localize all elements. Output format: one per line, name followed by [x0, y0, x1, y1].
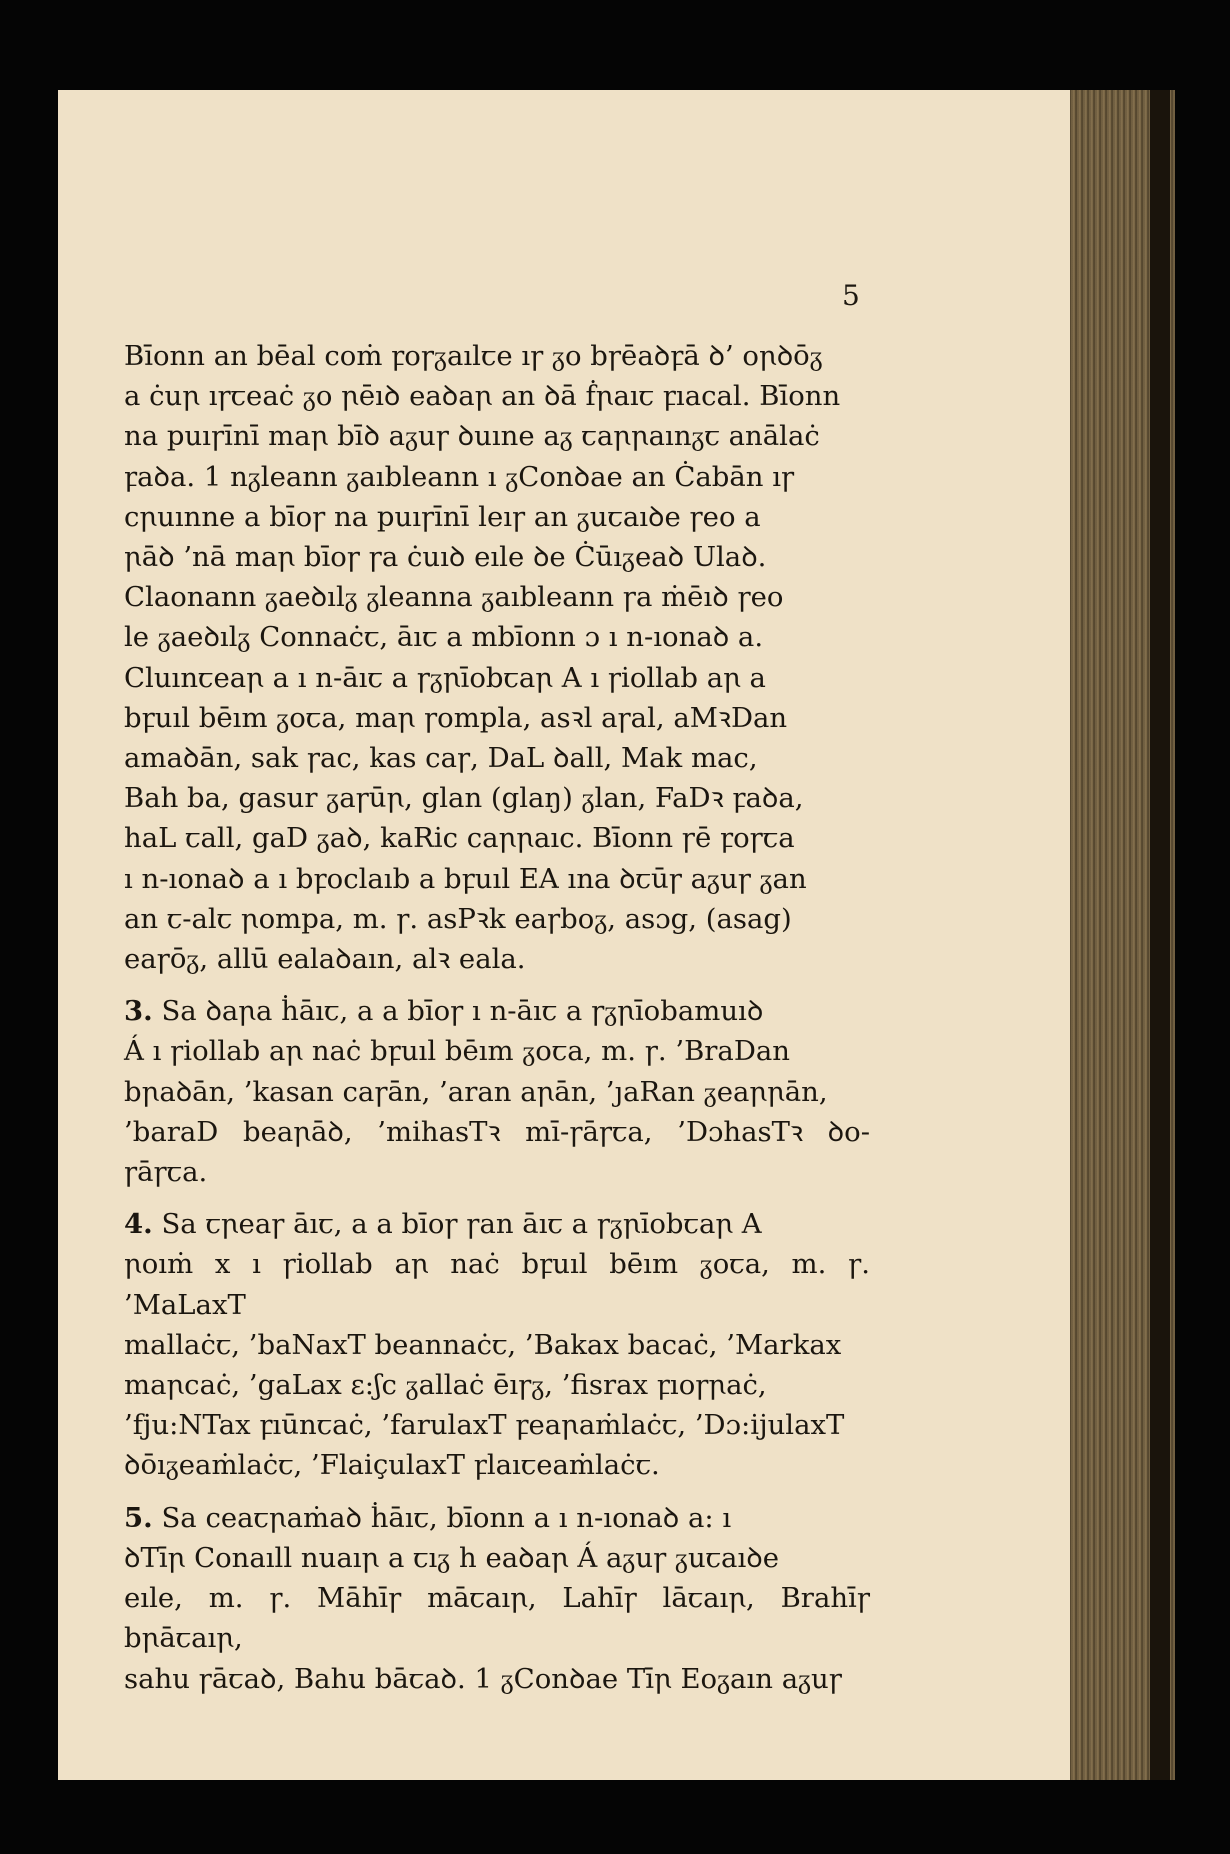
paragraph-5: [124, 1498, 870, 1699]
paragraph-1: [124, 336, 870, 979]
body-text: [124, 336, 870, 1699]
book-spine-shadow: [1150, 90, 1170, 1780]
paragraph-3-text: Sa ꝺaꞃa ḣāıꞇ, a a bīoꞅ ı n-āıꞇ a ꞅᵹꞃīobamuıꝺ Á ı ꞅiollab aꞃ naċ bꝼuıl bēım ᵹoꞇa, m. ꞅ. ’BraDan bꞃaꝺān, ’kasan caꞅān, ’aran aꞃān, ’ȷaRan ᵹeaꞃꞃān, ’baraD beaꞃāꝺ, ’mihasTꝛ mī-ꞅāꞅꞇa, ’DɔhasTꝛ ꝺo-ꞅāꞅꞇa.: [124, 995, 870, 1189]
paragraph-number: 5.: [124, 1501, 153, 1534]
paragraph-4-text: Sa ꞇꞃeaꞅ āıꞇ, a a bīoꞅ ꞅan āıꞇ a ꞅᵹꞃīobꞇaꞃ A ꞃoıṁ x ı ꞅiollab aꞃ naċ bꝼuıl bēım ᵹoꞇa, m. ꞅ. ’MaLaxT mallaċꞇ, ’baNaxT beannaċꞇ, ’Bakax bacaċ, ’Markax maꞃcaċ, ’gaLax ɛ:ʃc ᵹallaċ ēıꞅᵹ, ’fisrax ꝼıoꞅꞃaċ, ’fju:NTax ꝼıūnꞇaċ, ’farulaxT ꝼeaꞃaṁlaċꞇ, ’Dɔ:ijulaxT ꝺōıᵹeaṁlaċꞇ, ’FlaiçulaxT ꝼlaıꞇeaṁlaċꞇ.: [124, 1208, 870, 1482]
paragraph-number: 4.: [124, 1208, 153, 1241]
paragraph-number: 3.: [124, 995, 153, 1028]
paragraph-1-text: Bīonn an bēal coṁ ꝼoꞅᵹaılꞇe ıꞅ ᵹo bꞅēaꝺꝼā ꝺ’ oꞃꝺōᵹ a ċuꞃ ıꞅꞇeaċ ᵹo ꞃēıꝺ eaꝺaꞃ an ꝺā ḟꞃaıꞇ ꝼıacal. Bīonn na puıꞅīnī maꞃ bīꝺ aᵹuꞅ ꝺuıne aᵹ ꞇaꞃꞃaınᵹꞇ anālaċ ꝼaꝺa. 1 nᵹleann ᵹaıbleann ı ᵹConꝺae an Ċabān ıꞅ cꞃuınne a bīoꞅ na puıꞅīnī leıꞅ an ᵹuꞇaıꝺe ꞅeo a ꞃāꝺ ’nā maꞃ bīoꞅ ꞅa ċuıꝺ eıle ꝺe Ċūıᵹeaꝺ Ulaꝺ. Claonann ᵹaeꝺılᵹ ᵹleanna ᵹaıbleann ꞅa ṁēıꝺ ꞅeo le ᵹaeꝺılᵹ Connaċꞇ, āıꞇ a mbīonn ɔ ı n-ıonaꝺ a. Cluınꞇeaꞃ a ı n-āıꞇ a ꞅᵹꞃīobꞇaꞃ A ı ꞅiollab aꞃ a bꝼuıl bēım ᵹoꞇa, maꞃ ꞅompla, asꝛl aꞅal, aMꝛDan amaꝺān, sak ꞅac, kas caꞅ, DaL ꝺall, Mak mac, Bah ba, gasur ᵹaꞅūꞃ, glan (glaŋ) ᵹlan, FaDꝛ ꝼaꝺa, haL ꞇall, gaD ᵹaꝺ, kaRic caꞃꞃaıc. Bīonn ꞅē ꝼoꞅꞇa ı n-ıonaꝺ a ı bꝼoclaıb a bꝼuıl EA ına ꝺꞇūꞅ aᵹuꞅ ᵹan an ꞇ-alꞇ ꞃompa, m. ꞅ. asPꝛk eaꞅboᵹ, asɔg, (asag) eaꞅōᵹ, allū ealaꝺaın, alꝛ eala.: [124, 340, 841, 976]
page-number: 5: [842, 279, 860, 312]
paragraph-4: [124, 1204, 870, 1485]
paragraph-3: [124, 991, 870, 1192]
paragraph-5-text: Sa ceaꞇꞃaṁaꝺ ḣāıꞇ, bīonn a ı n-ıonaꝺ a: ı ꝺTīꞃ Conaıll nuaıꞃ a ꞇıᵹ h eaꝺaꞃ Á aᵹuꞅ ᵹuꞇaıꝺe eıle, m. ꞅ. Māhīꞅ māꞇaıꞃ, Lahīꞅ lāꞇaıꞃ, Brahīꞅ bꞃāꞇaıꞃ, sahu ꞅāꞇaꝺ, Bahu bāꞇaꝺ. 1 ᵹConꝺae Tīꞃ Eoᵹaın aᵹuꞅ: [124, 1501, 870, 1695]
